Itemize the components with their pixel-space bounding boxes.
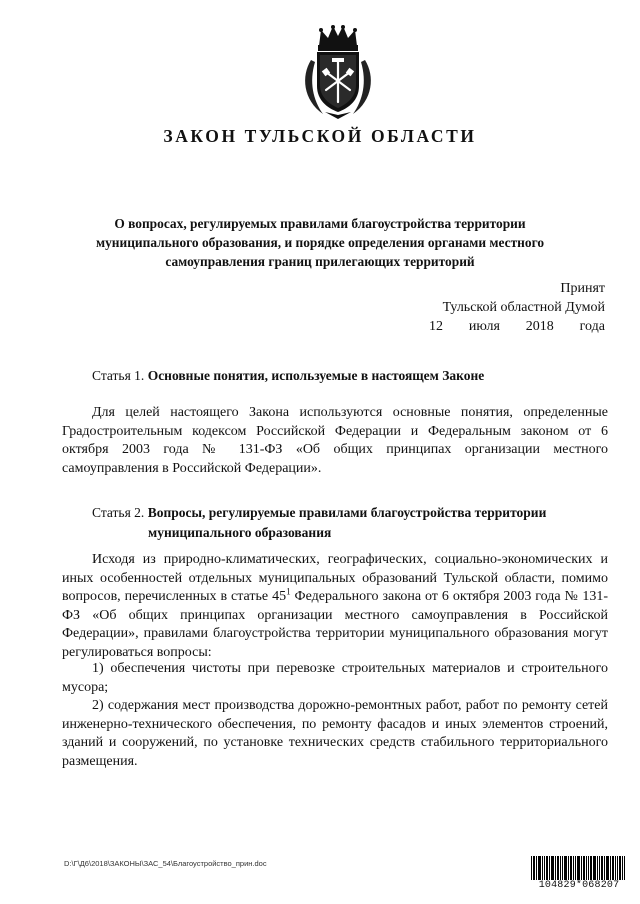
article-2-intro-part1: Исходя из природно-климатических, географических, социально-экономических и иных особенностей отдельных муниципальных образований Тульской области, помимо вопросов, перечисленных в статье 45 — [62, 552, 608, 605]
adoption-month: июля — [468, 319, 500, 334]
document-title-line: муниципального образования, и порядке определения органами местного — [95, 235, 545, 250]
barcode-number: 104829*068207 — [538, 880, 620, 891]
document-title-line: самоуправления границ прилегающих территорий — [165, 254, 475, 269]
article-2-title-cont: муниципального образования — [148, 525, 332, 540]
article-2-heading — [92, 503, 602, 543]
law-title: ЗАКОН ТУЛЬСКОЙ ОБЛАСТИ — [163, 126, 477, 146]
adopted-by: Тульской областной Думой — [442, 300, 605, 315]
article-2-item-1: 1) обеспечения чистоты при перевозке строительных материалов и строительного мусора; — [62, 661, 608, 695]
article-1-heading — [92, 366, 602, 386]
article-2-intro — [62, 551, 608, 663]
adoption-year-word: года — [579, 319, 605, 334]
adopted-label: Принят — [560, 281, 605, 296]
adoption-day: 12 — [429, 319, 443, 334]
article-1-label: Статья 1. — [92, 368, 145, 383]
adoption-date — [405, 317, 605, 336]
document-title-line: О вопросах, регулируемых правилами благоустройства территории — [114, 216, 526, 231]
article-2-title: Вопросы, регулируемые правилами благоустройства территории — [147, 505, 547, 520]
article-2-label: Статья 2. — [92, 505, 145, 520]
article-2-item-2: 2) содержания мест производства дорожно-ремонтных работ, работ по ремонту сетей инженерно-технического обеспечения, по ремонту фасадов и иных элементов строений, зданий и сооружений, по установке технических средств стабильного территориального размещения. — [62, 698, 608, 769]
file-path: D:\Г\Д6\2018\ЗАКОНЫ\ЗАС_54\Благоустройство_прин.doc — [64, 859, 267, 868]
article-2-intro-sup: 1 — [286, 586, 291, 597]
article-1-title: Основные понятия, используемые в настоящем Законе — [147, 368, 485, 383]
tula-coat-of-arms-icon — [297, 24, 379, 120]
adoption-block — [405, 279, 605, 336]
article-1-text: Для целей настоящего Закона используются основные понятия, определенные Градостроительным кодексом Российской Федерации и Федеральным законом от 6 октября 2003 года № 131-ФЗ «Об общих принципах организации местного самоуправления в Российской Федерации». — [62, 405, 608, 476]
adoption-year: 2018 — [525, 319, 554, 334]
document-title — [70, 214, 570, 271]
article-2-intro-part2: Федерального закона от 6 октября 2003 года № 131-ФЗ «Об общих принципах организации местного самоуправления в Российской Федерации», правилами благоустройства территории муниципального образования могут регулироваться вопросы: — [62, 589, 608, 660]
